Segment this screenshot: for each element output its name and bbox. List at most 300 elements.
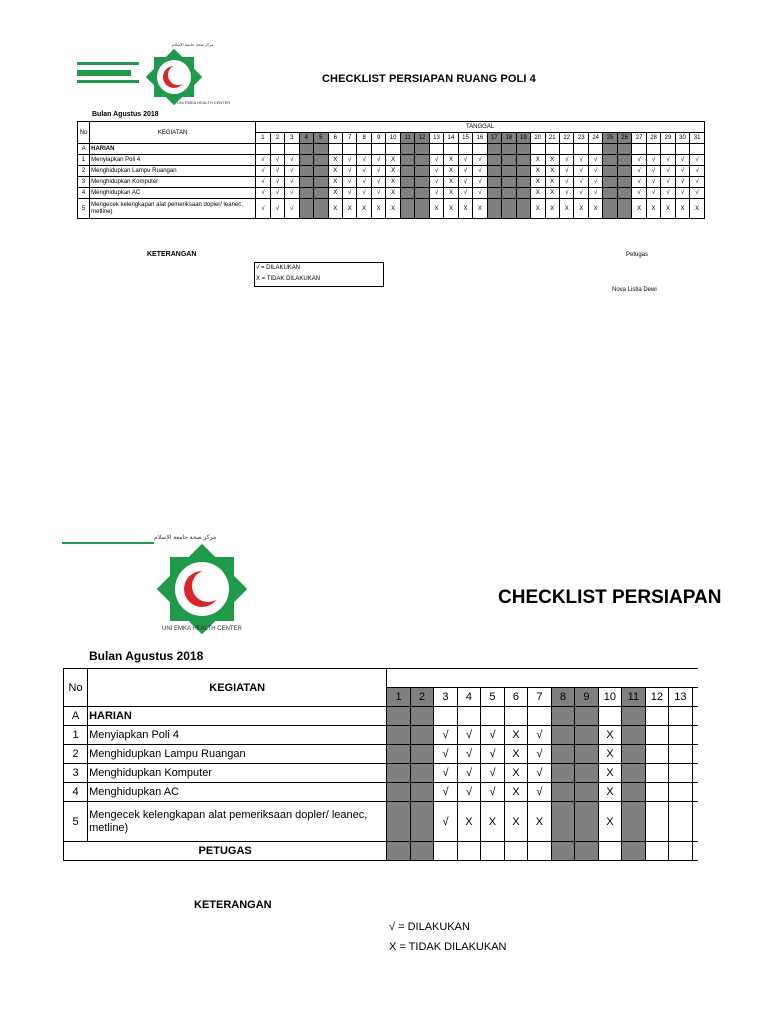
mark-cell: √	[357, 177, 371, 188]
mark-cell: √	[588, 166, 602, 177]
mark-cell: √	[434, 726, 457, 745]
mark-cell: √	[457, 783, 480, 802]
mark-cell	[487, 199, 501, 219]
header-row	[64, 669, 699, 688]
mark-cell: √	[429, 155, 443, 166]
mark-cell	[387, 802, 410, 842]
mark-cell: √	[661, 155, 675, 166]
mark-cell: √	[690, 155, 705, 166]
day-cell	[504, 842, 527, 861]
mark-cell	[400, 177, 414, 188]
mark-cell: X	[545, 166, 559, 177]
petugas-row-label: PETUGAS	[64, 842, 387, 861]
section-label: HARIAN	[90, 144, 256, 155]
table-row	[64, 745, 699, 764]
table-row	[78, 199, 705, 219]
day-header: 8	[551, 688, 574, 707]
mark-cell	[487, 177, 501, 188]
mark-cell: √	[690, 177, 705, 188]
day-cell	[342, 144, 356, 155]
mark-cell	[575, 745, 598, 764]
legend-box	[254, 262, 384, 287]
day-header: 21	[545, 133, 559, 144]
mark-cell: √	[588, 188, 602, 199]
mark-cell	[669, 783, 692, 802]
mark-cell: X	[458, 199, 472, 219]
mark-cell: X	[328, 177, 342, 188]
day-cell	[669, 842, 692, 861]
row-no: 3	[64, 764, 88, 783]
day-cell	[457, 707, 480, 726]
day-header: 15	[458, 133, 472, 144]
day-cell	[270, 144, 284, 155]
mark-cell	[516, 177, 530, 188]
mark-cell	[551, 802, 574, 842]
day-header: 26	[617, 133, 631, 144]
day-header: 24	[588, 133, 602, 144]
logo-stripe	[77, 62, 139, 65]
mark-cell	[502, 166, 516, 177]
mark-cell: X	[429, 199, 443, 219]
logo-stripe	[77, 70, 131, 76]
mark-cell: √	[457, 745, 480, 764]
mark-cell	[551, 764, 574, 783]
mark-cell: √	[434, 745, 457, 764]
day-cell	[481, 842, 504, 861]
mark-cell: √	[285, 155, 299, 166]
mark-cell	[400, 199, 414, 219]
mark-cell	[645, 745, 668, 764]
mark-cell: √	[646, 155, 660, 166]
day-cell	[386, 144, 400, 155]
day-header: 7	[528, 688, 551, 707]
mark-cell	[575, 783, 598, 802]
table-row	[64, 764, 699, 783]
mark-cell	[516, 188, 530, 199]
mark-cell	[617, 155, 631, 166]
day-cell	[328, 144, 342, 155]
mark-cell: √	[560, 188, 574, 199]
day-cell	[603, 144, 617, 155]
mark-cell	[314, 155, 328, 166]
day-header: 13	[669, 688, 692, 707]
header-tanggal-clipped	[387, 669, 698, 688]
mark-cell: X	[328, 155, 342, 166]
mark-cell	[669, 745, 692, 764]
day-cell	[473, 144, 487, 155]
day-cell	[410, 707, 433, 726]
mark-cell: X	[328, 199, 342, 219]
mark-cell: √	[434, 764, 457, 783]
mark-cell	[314, 166, 328, 177]
row-kegiatan: Menghidupkan Lampu Ruangan	[90, 166, 256, 177]
logo-zoom	[62, 532, 258, 636]
day-header: 9	[575, 688, 598, 707]
table-row	[78, 166, 705, 177]
zoomed-table-viewport	[62, 667, 698, 862]
mark-cell: √	[270, 166, 284, 177]
mark-cell	[487, 155, 501, 166]
header-no: No	[64, 669, 88, 707]
mark-cell: √	[285, 199, 299, 219]
mark-cell	[622, 726, 645, 745]
mark-cell: X	[690, 199, 705, 219]
day-cell	[410, 842, 433, 861]
day-header: 2	[270, 133, 284, 144]
day-cell	[434, 707, 457, 726]
day-header: 17	[487, 133, 501, 144]
mark-cell	[516, 199, 530, 219]
mark-cell: X	[675, 199, 689, 219]
mark-cell: √	[675, 177, 689, 188]
mark-cell	[400, 166, 414, 177]
mark-cell	[551, 745, 574, 764]
legend-not-done: X = TIDAK DILAKUKAN	[256, 276, 321, 282]
day-cell	[458, 144, 472, 155]
checklist-table	[77, 121, 705, 219]
mark-cell: X	[481, 802, 504, 842]
mark-cell: √	[342, 177, 356, 188]
mark-cell: √	[342, 155, 356, 166]
day-header: 14	[444, 133, 458, 144]
mark-cell	[387, 726, 410, 745]
mark-cell: X	[444, 177, 458, 188]
mark-cell	[502, 155, 516, 166]
day-cell-clipped	[692, 707, 698, 726]
mark-cell: X	[531, 188, 545, 199]
day-cell	[575, 707, 598, 726]
day-header: 9	[371, 133, 385, 144]
keterangan-label: KETERANGAN	[147, 251, 197, 258]
row-no: 3	[78, 177, 90, 188]
mark-cell: √	[434, 802, 457, 842]
mark-cell: √	[690, 166, 705, 177]
day-cell	[690, 144, 705, 155]
mark-cell: X	[588, 199, 602, 219]
day-cell	[444, 144, 458, 155]
day-cell	[415, 144, 429, 155]
mark-cell	[299, 177, 313, 188]
mark-cell: √	[661, 177, 675, 188]
mark-cell	[617, 188, 631, 199]
day-cell	[528, 707, 551, 726]
mark-cell	[575, 726, 598, 745]
mark-cell: √	[632, 188, 646, 199]
mark-cell	[299, 188, 313, 199]
logo-caption: UNI EMKA HEALTH CENTER	[162, 626, 242, 632]
mark-cell: X	[444, 155, 458, 166]
mark-cell	[400, 188, 414, 199]
section-row	[78, 144, 705, 155]
mark-cell: X	[444, 166, 458, 177]
mark-cell: √	[528, 764, 551, 783]
day-header: 5	[314, 133, 328, 144]
mark-cell-clipped	[692, 745, 698, 764]
section-row	[64, 707, 699, 726]
mark-cell: √	[588, 177, 602, 188]
mark-cell-clipped	[692, 764, 698, 783]
day-cell	[622, 842, 645, 861]
day-header: 23	[574, 133, 588, 144]
mark-cell: √	[270, 188, 284, 199]
day-cell	[669, 707, 692, 726]
row-no: 1	[64, 726, 88, 745]
mark-cell: √	[458, 188, 472, 199]
mark-cell: √	[675, 188, 689, 199]
mark-cell	[575, 802, 598, 842]
mark-cell: √	[342, 188, 356, 199]
row-no: 1	[78, 155, 90, 166]
header-kegiatan: KEGIATAN	[90, 122, 256, 144]
mark-cell	[410, 764, 433, 783]
row-no: 2	[78, 166, 90, 177]
mark-cell	[314, 188, 328, 199]
mark-cell: X	[531, 177, 545, 188]
mark-cell: X	[504, 726, 527, 745]
mark-cell: √	[256, 199, 270, 219]
mark-cell	[645, 783, 668, 802]
table-row	[64, 726, 699, 745]
mark-cell	[551, 726, 574, 745]
day-header: 5	[481, 688, 504, 707]
mark-cell: √	[473, 155, 487, 166]
mark-cell: X	[545, 188, 559, 199]
day-header: 7	[342, 133, 356, 144]
mark-cell: √	[429, 166, 443, 177]
mark-cell: √	[632, 166, 646, 177]
table-row	[78, 155, 705, 166]
day-cell	[357, 144, 371, 155]
day-header: 27	[632, 133, 646, 144]
mark-cell: X	[598, 764, 621, 783]
mark-cell	[622, 745, 645, 764]
section-label: HARIAN	[88, 707, 387, 726]
logo-stripe	[77, 80, 139, 83]
mark-cell	[415, 199, 429, 219]
mark-cell	[575, 764, 598, 783]
mark-cell: X	[598, 783, 621, 802]
mark-cell	[415, 188, 429, 199]
day-header: 6	[504, 688, 527, 707]
mark-cell: √	[371, 166, 385, 177]
mark-cell: √	[256, 177, 270, 188]
mark-cell: X	[528, 802, 551, 842]
mark-cell: √	[371, 177, 385, 188]
mark-cell-clipped	[692, 783, 698, 802]
mark-cell: X	[504, 745, 527, 764]
keterangan-label-zoomed: KETERANGAN	[194, 899, 272, 911]
day-cell	[387, 707, 410, 726]
day-header: 4	[457, 688, 480, 707]
day-cell	[531, 144, 545, 155]
day-header: 30	[675, 133, 689, 144]
day-header: 3	[285, 133, 299, 144]
mark-cell: √	[560, 166, 574, 177]
day-header: 13	[429, 133, 443, 144]
mark-cell: √	[574, 188, 588, 199]
mark-cell: √	[458, 177, 472, 188]
mark-cell: X	[560, 199, 574, 219]
row-no: 2	[64, 745, 88, 764]
mark-cell: √	[560, 155, 574, 166]
table-row	[78, 188, 705, 199]
logo-top	[77, 40, 257, 108]
logo-caption: UNI EMKA HEALTH CENTER	[177, 100, 231, 105]
mark-cell: X	[531, 155, 545, 166]
mark-cell: √	[574, 155, 588, 166]
day-cell	[299, 144, 313, 155]
mark-cell	[410, 745, 433, 764]
legend-done-zoomed: √ = DILAKUKAN	[389, 921, 470, 933]
mark-cell: X	[328, 166, 342, 177]
day-cell	[285, 144, 299, 155]
mark-cell: X	[504, 802, 527, 842]
row-no: 4	[64, 783, 88, 802]
mark-cell: √	[473, 166, 487, 177]
day-header: 25	[603, 133, 617, 144]
row-kegiatan: Menghidupkan Lampu Ruangan	[88, 745, 387, 764]
mark-cell	[645, 802, 668, 842]
day-header-clipped	[692, 688, 698, 707]
mark-cell	[622, 764, 645, 783]
legend-done: √ = DILAKUKAN	[256, 265, 301, 271]
mark-cell: √	[357, 166, 371, 177]
mark-cell: √	[588, 155, 602, 166]
mark-cell	[617, 166, 631, 177]
page-title-zoomed: CHECKLIST PERSIAPAN	[498, 587, 722, 608]
day-header: 11	[400, 133, 414, 144]
petugas-name: Nova Listia Dewi	[612, 287, 657, 293]
mark-cell	[669, 764, 692, 783]
day-cell	[545, 144, 559, 155]
day-cell	[646, 144, 660, 155]
mark-cell: √	[646, 166, 660, 177]
mark-cell	[516, 155, 530, 166]
mark-cell	[502, 188, 516, 199]
mark-cell: √	[675, 155, 689, 166]
mark-cell	[415, 155, 429, 166]
day-cell	[617, 144, 631, 155]
mark-cell: X	[545, 199, 559, 219]
header-no: No	[78, 122, 90, 144]
mark-cell: √	[690, 188, 705, 199]
day-cell	[622, 707, 645, 726]
mark-cell: X	[598, 802, 621, 842]
day-cell	[256, 144, 270, 155]
row-kegiatan: Mengecek kelengkapan alat pemeriksaan dopler/ leanec, metline)	[90, 199, 256, 219]
mark-cell: √	[574, 166, 588, 177]
mark-cell	[617, 177, 631, 188]
mark-cell	[314, 177, 328, 188]
day-cell	[560, 144, 574, 155]
mark-cell: √	[661, 166, 675, 177]
mark-cell: √	[429, 177, 443, 188]
mark-cell	[645, 764, 668, 783]
mark-cell: X	[386, 177, 400, 188]
day-cell	[551, 842, 574, 861]
mark-cell: X	[371, 199, 385, 219]
mark-cell: X	[545, 177, 559, 188]
mark-cell	[410, 802, 433, 842]
row-kegiatan: Menyiapkan Poli 4	[88, 726, 387, 745]
mark-cell: √	[481, 726, 504, 745]
section-no: A	[64, 707, 88, 726]
day-header: 12	[415, 133, 429, 144]
day-cell	[502, 144, 516, 155]
mark-cell: X	[598, 745, 621, 764]
mark-cell	[387, 783, 410, 802]
day-header: 1	[387, 688, 410, 707]
mark-cell: √	[675, 166, 689, 177]
mark-cell: X	[357, 199, 371, 219]
day-cell	[371, 144, 385, 155]
day-header: 29	[661, 133, 675, 144]
mark-cell: X	[531, 199, 545, 219]
day-header: 28	[646, 133, 660, 144]
mark-cell: √	[270, 199, 284, 219]
mark-cell: X	[473, 199, 487, 219]
day-cell	[528, 842, 551, 861]
mark-cell	[387, 764, 410, 783]
mark-cell	[516, 166, 530, 177]
mark-cell: √	[646, 177, 660, 188]
day-header: 16	[473, 133, 487, 144]
mark-cell: √	[371, 155, 385, 166]
table-row	[64, 783, 699, 802]
row-no: 5	[64, 802, 88, 842]
mark-cell: √	[528, 783, 551, 802]
mark-cell: √	[457, 764, 480, 783]
row-kegiatan: Mengecek kelengkapan alat pemeriksaan dopler/ leanec, metline)	[88, 802, 387, 842]
day-cell	[632, 144, 646, 155]
mark-cell: √	[661, 188, 675, 199]
day-cell	[387, 842, 410, 861]
mark-cell: √	[256, 188, 270, 199]
mark-cell	[603, 166, 617, 177]
mark-cell	[410, 726, 433, 745]
header-tanggal: TANGGAL	[256, 122, 705, 133]
day-cell	[598, 842, 621, 861]
day-cell	[588, 144, 602, 155]
logo-arc-text: مركز صحة جامعة الإسلام	[172, 42, 214, 47]
mark-cell	[415, 177, 429, 188]
mark-cell-clipped	[692, 726, 698, 745]
mark-cell: X	[342, 199, 356, 219]
mark-cell: √	[473, 177, 487, 188]
mark-cell: √	[458, 166, 472, 177]
day-cell	[645, 707, 668, 726]
day-header: 31	[690, 133, 705, 144]
mark-cell: X	[457, 802, 480, 842]
row-kegiatan: Menghidupkan AC	[90, 188, 256, 199]
day-cell	[675, 144, 689, 155]
mark-cell	[415, 166, 429, 177]
mark-cell: √	[632, 155, 646, 166]
mark-cell: √	[256, 166, 270, 177]
mark-cell: √	[574, 177, 588, 188]
mark-cell: √	[342, 166, 356, 177]
logo-star-icon	[150, 542, 254, 634]
mark-cell: X	[531, 166, 545, 177]
row-kegiatan: Menghidupkan Komputer	[88, 764, 387, 783]
mark-cell	[669, 802, 692, 842]
day-cell-clipped	[692, 842, 698, 861]
mark-cell: X	[661, 199, 675, 219]
row-kegiatan: Menyiapkan Poli 4	[90, 155, 256, 166]
mark-cell	[314, 199, 328, 219]
mark-cell: X	[504, 764, 527, 783]
mark-cell	[603, 188, 617, 199]
